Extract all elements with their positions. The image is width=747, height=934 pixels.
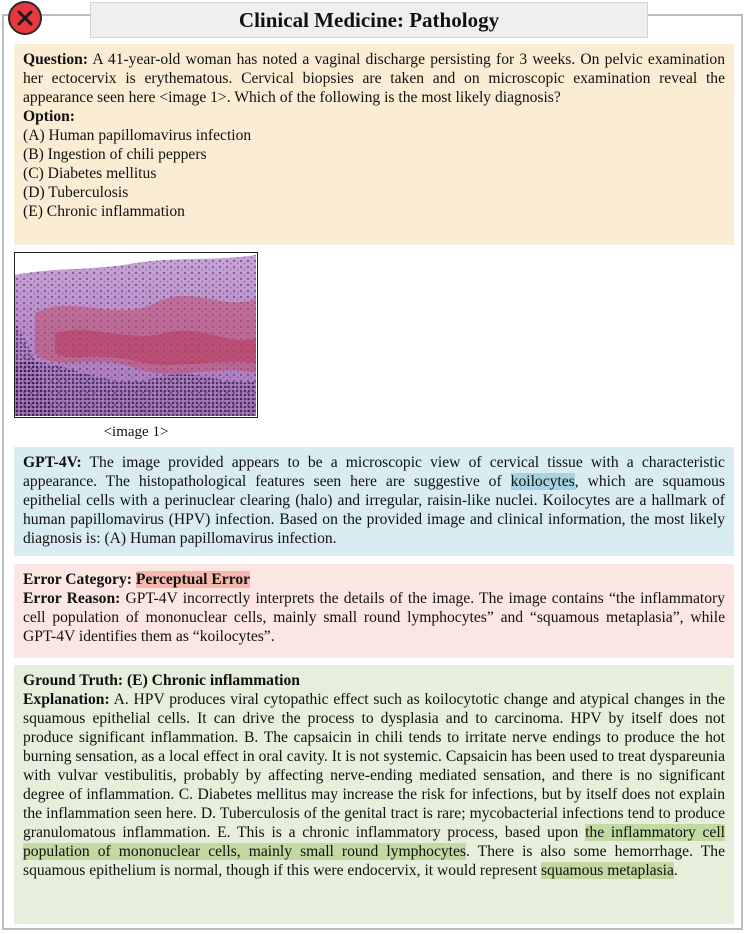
option-c: (C) Diabetes mellitus bbox=[23, 165, 157, 182]
explanation-text-1: A. HPV produces viral cytopathic effect such as koilocytotic change and atypical changes in the squamous epithelial cells. It can drive the process to dysplasia and to carcinoma. HPV by itself does not produce significant inflammation. B. The capsaicin in chili tends to irritate nerve endings to produce the hot burning sensation, as a local effect in oral cavity. It is not systemic. Capsaicin has been used to treat dyspareunia with vulvar vestibulitis, probably by affecting nerve-ending mediated sensation, and there is no significant degree of inflammation. C. Diabetes mellitus may increase the risk for infections, but by itself does not explain the inflammation seen here. D. Tuberculosis of the genital tract is rare; mycobacterial infections tend to produce granulomatous inflammation. E. This is a chronic inflammatory process, based upon bbox=[23, 691, 725, 841]
model-answer-highlight: koilocytes bbox=[510, 473, 575, 490]
question-text: A 41-year-old woman has noted a vaginal discharge persisting for 3 weeks. On pelvic examination her ectocervix is erythematous. Cervical biopsies are taken and on microscopic examination reveal the appearance seen here <image 1>. Which of the following is the most likely diagnosis? bbox=[23, 51, 725, 106]
page-title: Clinical Medicine: Pathology bbox=[90, 2, 648, 38]
option-label: Option: bbox=[23, 108, 75, 125]
close-icon-glyph bbox=[15, 8, 35, 28]
error-category-label: Error Category: bbox=[23, 571, 132, 588]
question-label: Question: bbox=[23, 51, 88, 68]
question-box bbox=[14, 44, 734, 245]
explanation-text-3: . bbox=[673, 862, 678, 879]
model-answer-box bbox=[14, 447, 734, 556]
error-reason-text: GPT-4V incorrectly interprets the details of the image. The image contains “the inflammatory cell population of mononuclear cells, mainly small round lymphocytes” and “squamous metaplasia”, while GPT-4V identifies them as “koilocytes”. bbox=[23, 590, 725, 645]
explanation-text-2: . There is also some hemorrhage. The squamous epithelium is normal, though if this were endocervix, it would represent bbox=[23, 843, 725, 879]
error-reason-label: Error Reason: bbox=[23, 590, 121, 607]
explanation-label: Explanation: bbox=[23, 691, 110, 708]
error-box bbox=[14, 564, 734, 658]
explanation-highlight-2: squamous metaplasia bbox=[540, 862, 674, 879]
option-d: (D) Tuberculosis bbox=[23, 184, 129, 201]
model-answer-label: GPT-4V: bbox=[23, 454, 82, 471]
option-b: (B) Ingestion of chili peppers bbox=[23, 146, 207, 163]
close-icon bbox=[8, 1, 42, 35]
option-e: (E) Chronic inflammation bbox=[23, 203, 185, 220]
option-a: (A) Human papillomavirus infection bbox=[23, 127, 252, 144]
ground-truth-heading: Ground Truth: (E) Chronic inflammation bbox=[23, 672, 300, 689]
histology-image bbox=[14, 252, 258, 418]
ground-truth-box bbox=[14, 665, 734, 924]
error-category-badge: Perceptual Error bbox=[135, 571, 251, 588]
model-answer-text: The image provided appears to be a microscopic view of cervical tissue with a characteristic appearance. The histopathological features seen here are suggestive of bbox=[23, 454, 725, 490]
model-answer-text-cont: , which are squamous epithelial cells with a perinuclear clearing (halo) and irregular, raisin-like nuclei. Koilocytes are a hallmark of human papillomavirus (HPV) infection. Based on the provided image and clinical information, the most likely diagnosis is: (A) Human papillomavirus infection. bbox=[23, 473, 725, 547]
image-caption: <image 1> bbox=[103, 424, 169, 440]
explanation-highlight-1: the inflammatory cell population of mononuclear cells, mainly small round lymphocytes bbox=[23, 824, 725, 860]
histology-image-drawing bbox=[15, 253, 256, 416]
